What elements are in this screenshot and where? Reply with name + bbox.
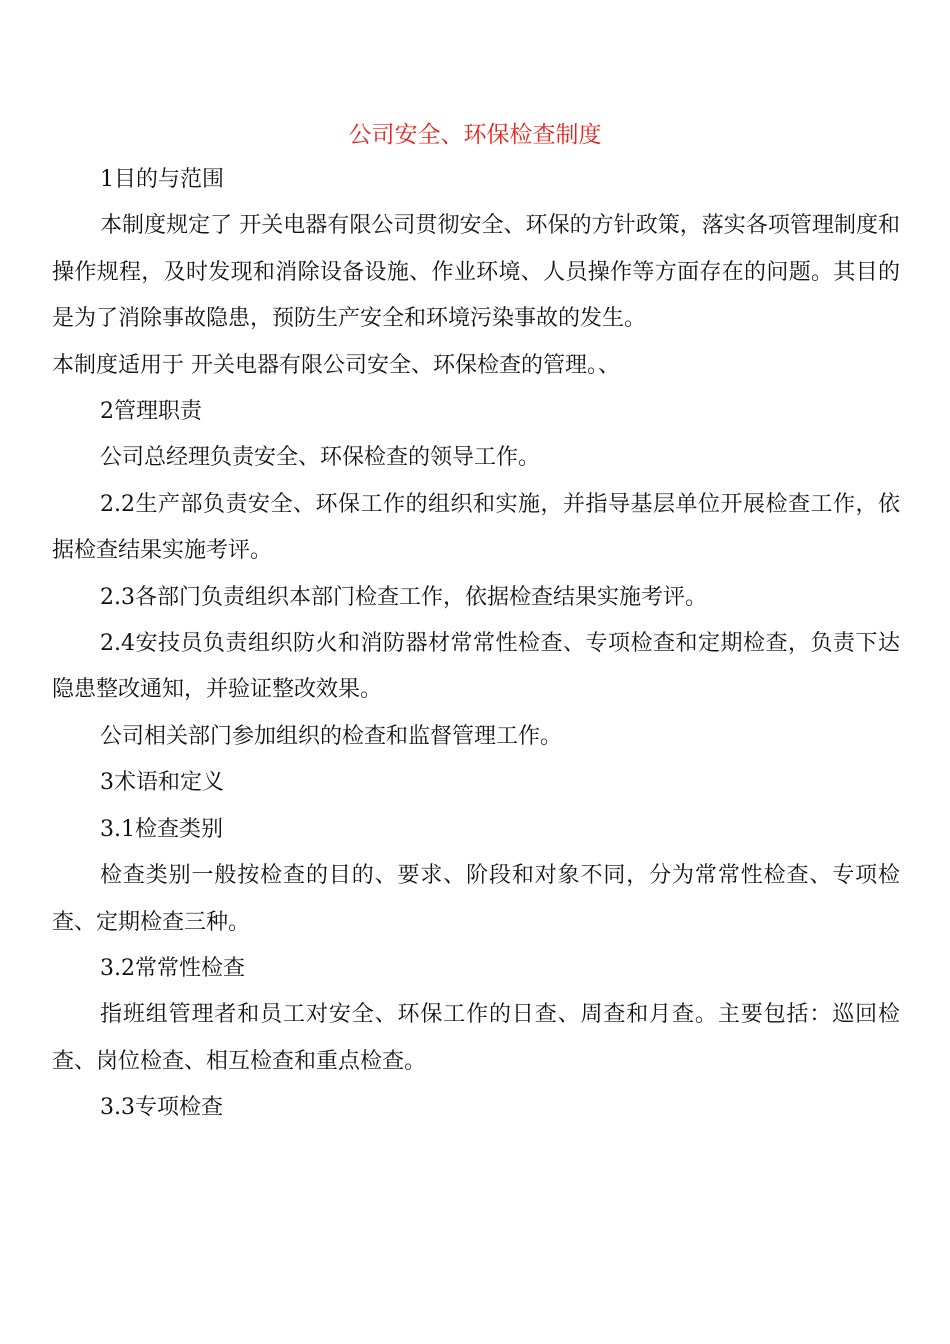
paragraph-gm-responsibility: 公司总经理负责安全、环保检查的领导工作。 [100,445,541,471]
subheading-inspection-categories: 3.1检查类别 [100,816,223,842]
paragraph-routine-inspection: 指班组管理者和员工对安全、环保工作的日查、周查和月查。主要包括：巡回检查、岗位检查、相互检查和重点检查。 [52,1002,900,1074]
paragraph-purpose: 本制度规定了 开关电器有限公司贯彻安全、环保的方针政策，落实各项管理制度和操作规程，及时发现和消除设备设施、作业环境、人员操作等方面存在的问题。其目的是为了消除事故隐患，预防生产安全和环境污染事故的发生。 [52,213,900,332]
section-heading-terms: 3术语和定义 [100,770,224,796]
section-heading-purpose-scope: 1目的与范围 [100,167,224,192]
paragraph-inspection-categories: 检查类别一般按检查的目的、要求、阶段和对象不同，分为常常性检查、专项检查、定期检查三种。 [52,863,900,935]
paragraph-safety-officer: 2.4安技员负责组织防火和消防器材常常性检查、专项检查和定期检查，负责下达隐患整改通知，并验证整改效果。 [52,631,900,703]
paragraph-departments: 2.3各部门负责组织本部门检查工作，依据检查结果实施考评。 [100,584,707,610]
subheading-routine-inspection: 3.2常常性检查 [100,955,245,981]
section-heading-responsibilities: 2管理职责 [100,399,202,425]
subheading-special-inspection: 3.3专项检查 [100,1095,223,1121]
paragraph-production-dept: 2.2生产部负责安全、环保工作的组织和实施，并指导基层单位开展检查工作，依据检查结果实施考评。 [52,491,900,564]
document-body [52,157,900,1132]
paragraph-applicability: 本制度适用于 开关电器有限公司安全、环保检查的管理。、 [52,352,620,378]
paragraph-related-departments: 公司相关部门参加组织的检查和监督管理工作。 [100,723,563,749]
document-title: 公司安全、环保检查制度 [348,122,602,148]
